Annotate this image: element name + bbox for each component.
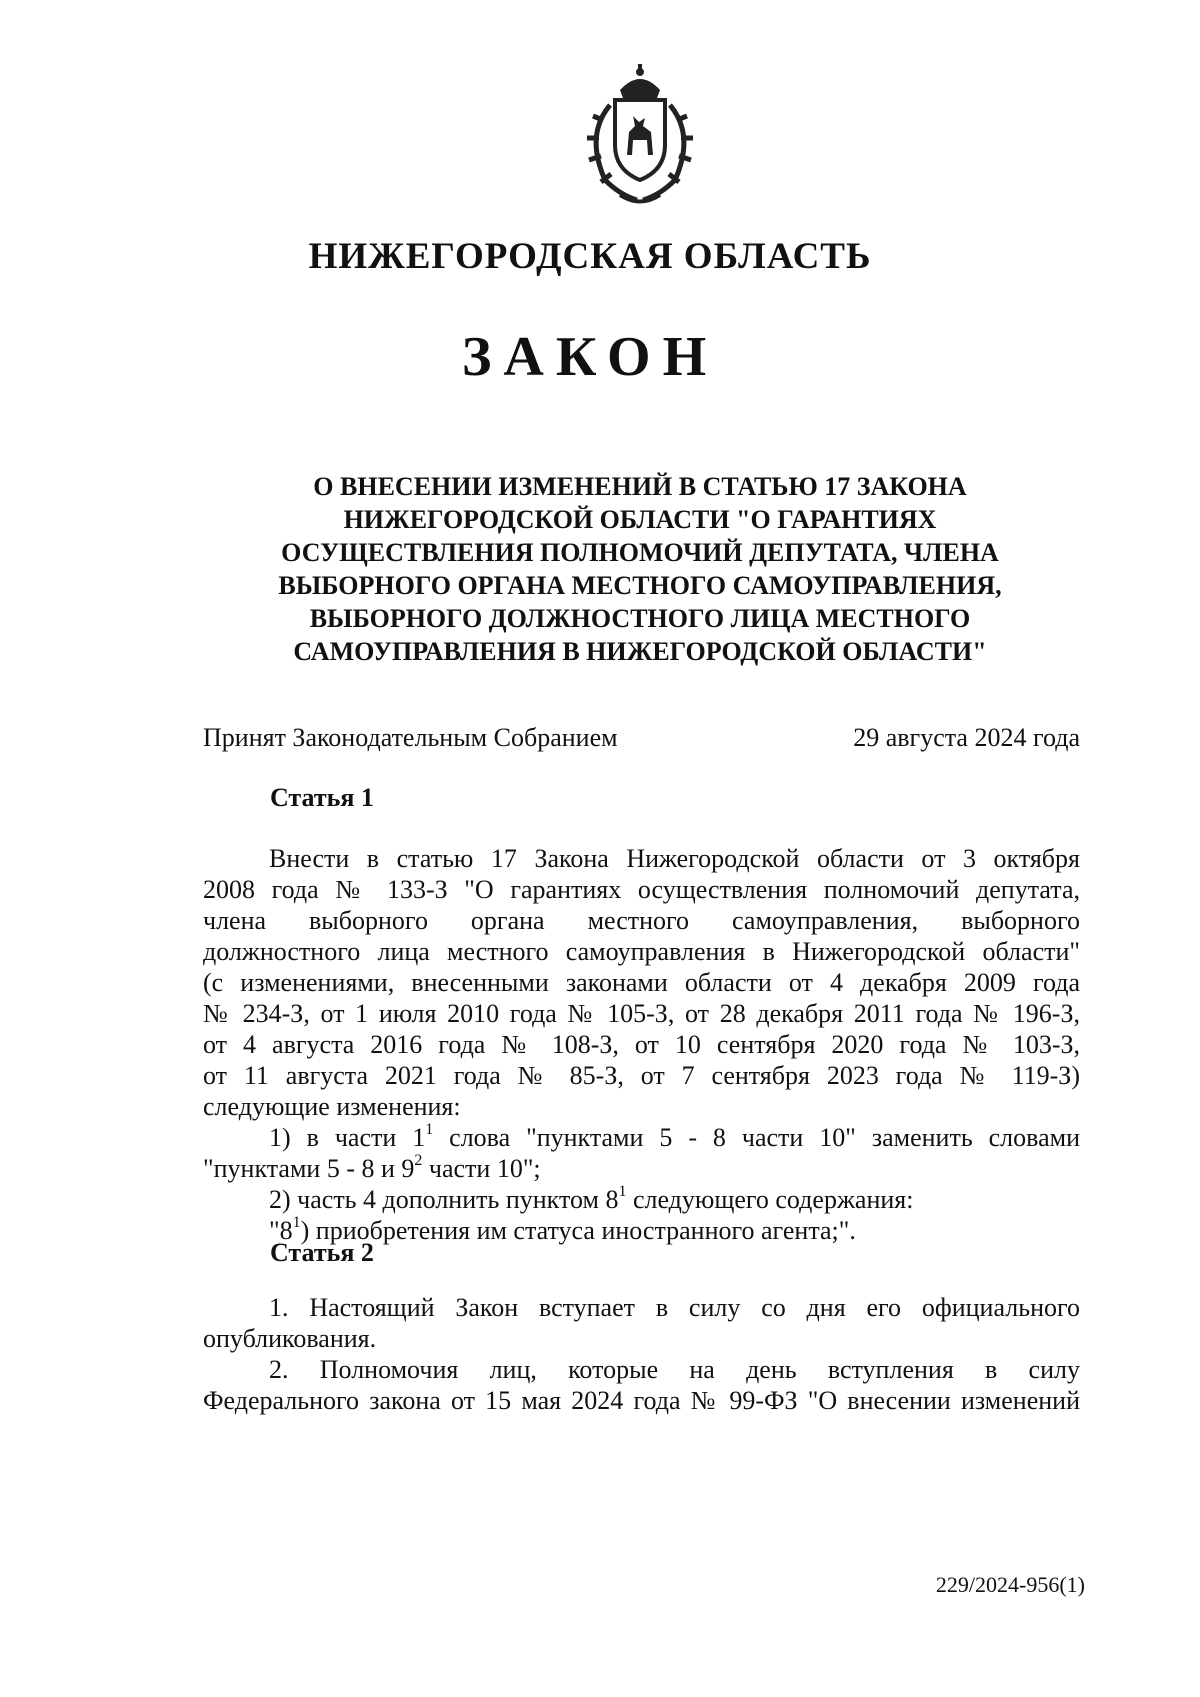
amendment-item-2: 2) часть 4 дополнить пунктом $8^1$ следующего содержания:: [269, 1183, 914, 1214]
law-title-line: НИЖЕГОРОДСКОЙ ОБЛАСТИ "О ГАРАНТИЯХ: [343, 505, 937, 534]
article-2-body: [203, 1292, 1080, 1416]
document-number: 229/2024-956(1): [935, 1572, 1085, 1597]
text-line: опубликования.: [203, 1324, 377, 1353]
adoption-date: 29 августа 2024 года: [853, 723, 1080, 752]
amendment-item-1-cont: "пунктами 5 - 8 и $9^2$ части 10";: [203, 1152, 541, 1183]
adoption-line: [203, 723, 1080, 753]
coat-of-arms-emblem: [565, 60, 715, 210]
text-line: (с изменениями, внесенными законами области от 4 декабря 2009 года: [203, 968, 1080, 997]
text-line: члена выборного органа местного самоуправления, выборного: [203, 906, 1080, 935]
document-type: ЗАКОН: [461, 326, 719, 388]
region-name: НИЖЕГОРОДСКАЯ ОБЛАСТЬ: [308, 236, 872, 277]
text-line: 2008 года № 133-З "О гарантиях осуществления полномочий депутата,: [203, 875, 1080, 904]
law-title: [240, 470, 1040, 668]
text-line: от 11 августа 2021 года № 85-З, от 7 сентября 2023 года № 119-З): [203, 1061, 1080, 1090]
text-line: от 4 августа 2016 года № 108-З, от 10 сентября 2020 года № 103-З,: [203, 1030, 1080, 1059]
amendment-item-2-text: "$8^1$) приобретения им статуса иностранного агента;".: [269, 1214, 856, 1245]
article-1-heading: Статья 1: [270, 783, 374, 812]
law-title-line: ОСУЩЕСТВЛЕНИЯ ПОЛНОМОЧИЙ ДЕПУТАТА, ЧЛЕНА: [281, 538, 999, 567]
text-line: № 234-З, от 1 июля 2010 года № 105-З, от 28 декабря 2011 года № 196-З,: [203, 999, 1080, 1028]
text-line: Внести в статью 17 Закона Нижегородской области от 3 октября: [269, 844, 1080, 873]
adopted-by: Принят Законодательным Собранием: [203, 723, 618, 752]
law-title-line: САМОУПРАВЛЕНИЯ В НИЖЕГОРОДСКОЙ ОБЛАСТИ": [293, 637, 987, 666]
law-title-line: ВЫБОРНОГО ДОЛЖНОСТНОГО ЛИЦА МЕСТНОГО: [309, 604, 971, 633]
text-line: Федерального закона от 15 мая 2024 года № 99-ФЗ "О внесении изменений: [203, 1386, 1080, 1415]
law-title-line: О ВНЕСЕНИИ ИЗМЕНЕНИЙ В СТАТЬЮ 17 ЗАКОНА: [313, 472, 967, 501]
law-title-line: ВЫБОРНОГО ОРГАНА МЕСТНОГО САМОУПРАВЛЕНИЯ,: [278, 571, 1002, 600]
article-1-body: [203, 843, 1080, 1246]
text-line: следующие изменения:: [203, 1092, 461, 1121]
text-line: 2. Полномочия лиц, которые на день вступления в силу: [269, 1355, 1080, 1384]
article-2-heading: Статья 2: [270, 1238, 374, 1267]
amendment-item-1: 1) в части $1^1$ слова "пунктами 5 - 8 части 10" заменить словами: [269, 1121, 1080, 1152]
text-line: 1. Настоящий Закон вступает в силу со дня его официального: [269, 1293, 1080, 1322]
text-line: должностного лица местного самоуправления в Нижегородской области": [203, 937, 1080, 966]
